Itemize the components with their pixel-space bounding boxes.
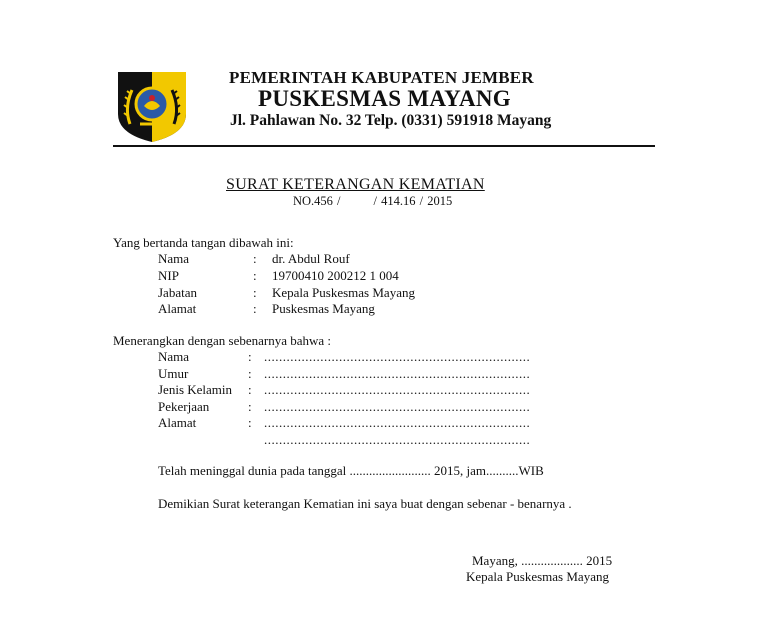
field-separator: : — [248, 399, 252, 414]
field-separator: : — [253, 268, 257, 283]
fill-in-blank: ....................................................................... — [264, 366, 531, 381]
closing-statement: Demikian Surat keterangan Kematian ini saya buat dengan sebenar - benarnya . — [158, 496, 572, 511]
field-separator: : — [253, 285, 257, 300]
document-number: NO.456 / / 414.16 / 2015 — [293, 194, 453, 208]
field-separator: : — [248, 382, 252, 397]
signer-intro: Yang bertanda tangan dibawah ini: — [113, 235, 294, 250]
signature-position: Kepala Puskesmas Mayang — [466, 569, 609, 584]
field-label: Jenis Kelamin — [158, 382, 233, 397]
field-label: Pekerjaan — [158, 399, 210, 414]
header-divider — [113, 145, 655, 147]
header-government-name: PEMERINTAH KABUPATEN JEMBER — [229, 68, 534, 87]
death-statement: Telah meninggal dunia pada tanggal ......................... 2015, jam..........WIB — [158, 463, 544, 478]
field-value: dr. Abdul Rouf — [272, 251, 350, 266]
field-label: NIP — [158, 268, 179, 283]
field-separator: : — [248, 415, 252, 430]
field-value: Puskesmas Mayang — [272, 301, 375, 316]
fill-in-blank: ....................................................................... — [264, 382, 531, 397]
field-value: 19700410 200212 1 004 — [272, 268, 399, 283]
signature-place-date: Mayang, ................... 2015 — [472, 553, 613, 568]
subject-intro: Menerangkan dengan sebenarnya bahwa : — [113, 333, 332, 348]
field-label: Alamat — [158, 415, 197, 430]
field-label: Umur — [158, 366, 189, 381]
document-title: SURAT KETERANGAN KEMATIAN — [226, 176, 485, 193]
field-value: Kepala Puskesmas Mayang — [272, 285, 415, 300]
fill-in-blank: ....................................................................... — [264, 399, 531, 414]
fill-in-blank: ....................................................................... — [264, 349, 531, 364]
field-label: Jabatan — [158, 285, 197, 300]
jember-regency-crest-icon — [114, 68, 190, 144]
header-institution-name: PUSKESMAS MAYANG — [258, 86, 511, 111]
header-address: Jl. Pahlawan No. 32 Telp. (0331) 591918 Mayang — [230, 112, 552, 129]
fill-in-blank: ....................................................................... — [264, 415, 531, 430]
fill-in-blank-extra: ....................................................................... — [264, 432, 531, 447]
field-label: Nama — [158, 251, 190, 266]
field-label: Alamat — [158, 301, 197, 316]
field-separator: : — [248, 349, 252, 364]
field-label: Nama — [158, 349, 190, 364]
field-separator: : — [253, 301, 257, 316]
field-separator: : — [253, 251, 257, 266]
field-separator: : — [248, 366, 252, 381]
